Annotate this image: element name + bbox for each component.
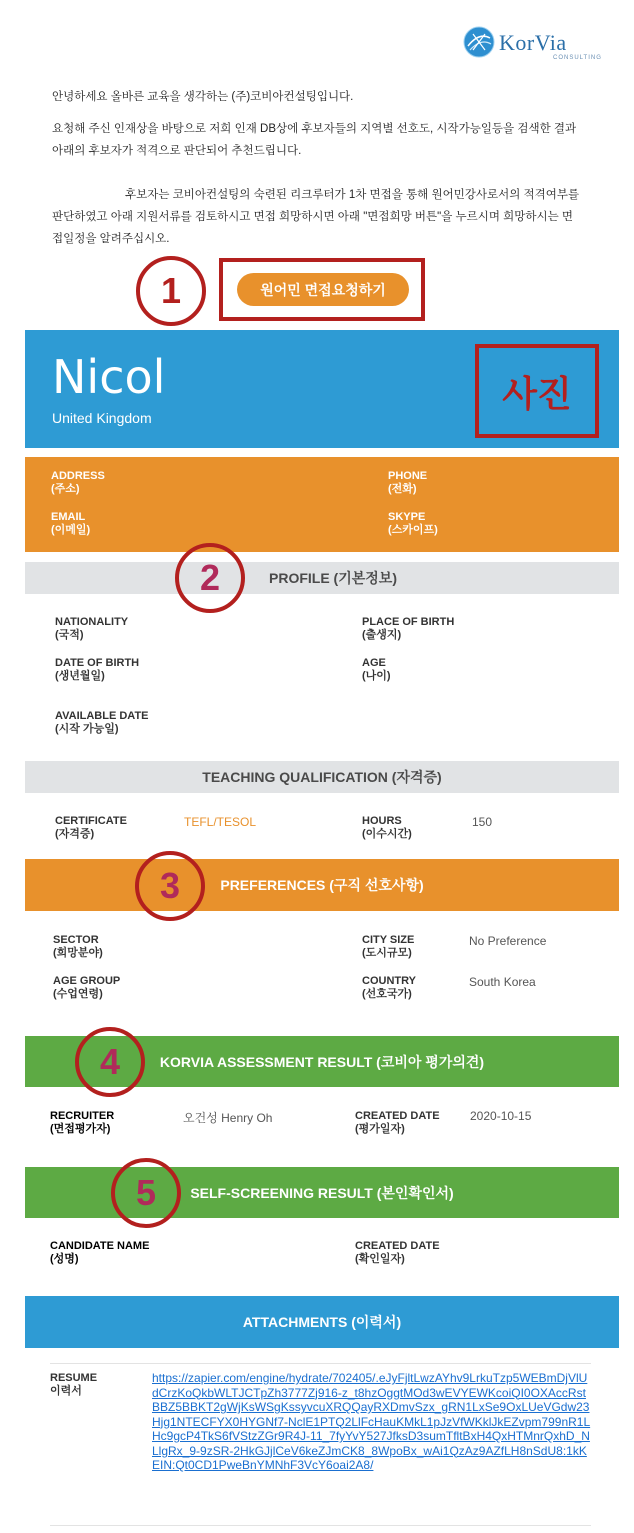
sector-label-en: SECTOR <box>53 934 99 946</box>
email-label <box>51 511 90 537</box>
certificate-value: TEFL/TESOL <box>184 815 257 829</box>
city-size-label <box>362 934 414 960</box>
city-size-value: No Preference <box>469 934 547 948</box>
certificate-label-en: CERTIFICATE <box>55 815 127 827</box>
address-label-ko: (주소) <box>51 483 80 495</box>
interview-request-button[interactable]: 원어민 면접요청하기 <box>237 273 409 306</box>
resume-label-ko: 이력서 <box>50 1385 82 1397</box>
city-size-label-en: CITY SIZE <box>362 934 415 946</box>
intro-paragraph-2 <box>52 184 579 250</box>
nationality-label-en: NATIONALITY <box>55 616 129 628</box>
age-label-ko: (나이) <box>362 670 391 682</box>
age-group-label <box>53 975 120 1001</box>
country-value: South Korea <box>469 975 536 989</box>
qualification-section-header <box>25 761 619 793</box>
assessment-created-label-en: CREATED DATE <box>355 1110 440 1122</box>
recruiter-value: 오건성 Henry Oh <box>183 1111 273 1125</box>
nationality-label-ko: (국적) <box>55 629 84 641</box>
intro-greeting <box>52 86 353 108</box>
place-of-birth-label-ko: (출생지) <box>362 629 402 641</box>
city-size-label-ko: (도시규모) <box>362 947 412 959</box>
preferences-section-header <box>25 859 619 911</box>
resume-label-en: RESUME <box>50 1372 98 1384</box>
self-created-label-ko: (확인일자) <box>355 1253 405 1265</box>
candidate-name-label <box>50 1240 149 1266</box>
recruiter-label <box>50 1110 114 1136</box>
address-label <box>51 470 105 496</box>
logo-subtext: CONSULTING <box>553 55 602 61</box>
resume-link[interactable]: https://zapier.com/engine/hydrate/702405/.eJyFjltLwzAYhv9LrkuTzp5WEBmDjVlUdCrzKoQkbWLTJCTpZh3777Zj916-z_t8hzOggtMOd3wEVYEWKcoiQI0OXAccRstBBZ5BBKT2gWjKsWSgKssyvcuXRQQayRXDmvSzx_gRN1LxSe9OxLUeVGdw23Hjg1NTECFYX0HYGNf7-NclE1PTQ2LlFcHauKMkL1pJzVfWKklJkEZvpm799nR1LHc9gcP4TkS6fVStzZGr9R4J-11_7fyYvY527JfksD3sumTfltBxH4QxHTMnrQxhD_NLlgRx_9-9zSR-2HkGJjlCeV6keZJmCK8_8WpoBx_wAi1QzAz9AZfLH8nSdU8:1kKEIN:Qt0CD1PweBnYMNhF3VcY6oai2A8/ <box>152 1371 591 1472</box>
place-of-birth-label <box>362 616 454 642</box>
skype-label <box>388 511 438 537</box>
hours-label-ko: (이수시간) <box>362 828 412 840</box>
hours-value: 150 <box>472 815 493 829</box>
dob-label-en: DATE OF BIRTH <box>55 657 140 669</box>
logo-text: KorVia <box>499 30 567 55</box>
intro-line: 요청해 주신 인재상을 바탕으로 저희 인재 DB상에 후보자들의 지역별 선호도, 시작가능일등을 검색한 결과 <box>52 123 577 135</box>
photo-placeholder: 사진 <box>475 344 599 438</box>
skype-label-ko: (스카이프) <box>388 524 438 536</box>
place-of-birth-label-en: PLACE OF BIRTH <box>362 616 455 628</box>
korvia-logo <box>463 22 602 62</box>
country-label-en: COUNTRY <box>362 975 416 987</box>
candidate-name-label-ko: (성명) <box>50 1253 79 1265</box>
attachments-title: ATTACHMENTS (이력서) <box>242 1314 402 1330</box>
profile-section-header <box>25 562 619 594</box>
email-label-ko: (이메일) <box>51 524 91 536</box>
assessment-title: KORVIA ASSESSMENT RESULT (코비아 평가의견) <box>159 1053 485 1070</box>
intro-paragraph-1 <box>52 118 576 162</box>
available-date-label-en: AVAILABLE DATE <box>55 710 149 722</box>
self-created-label-en: CREATED DATE <box>355 1240 440 1252</box>
globe-logo-icon <box>463 26 495 58</box>
nationality-label <box>55 616 128 642</box>
recruiter-label-en: RECRUITER <box>50 1110 115 1122</box>
intro-line: 접일정을 알려주십시오. <box>52 233 170 245</box>
country-label-ko: (선호국가) <box>362 988 412 1000</box>
divider <box>50 1363 591 1364</box>
attachments-section-header <box>25 1296 619 1348</box>
age-label-en: AGE <box>362 657 386 669</box>
self-created-label <box>355 1240 440 1266</box>
resume-label <box>50 1372 97 1398</box>
email-label-en: EMAIL <box>51 511 86 523</box>
address-label-en: ADDRESS <box>51 470 105 482</box>
certificate-label-ko: (자격증) <box>55 828 95 840</box>
dob-label-ko: (생년월일) <box>55 670 105 682</box>
assessment-created-label <box>355 1110 440 1136</box>
marker-1: 1 <box>136 256 206 326</box>
age-group-label-en: AGE GROUP <box>53 975 121 987</box>
intro-line: 판단하였고 아래 지원서류를 검토하시고 면접 희망하시면 아래 "면접희망 버튼"을 누르시며 희망하시는 면 <box>52 211 573 223</box>
candidate-name: Nicol <box>52 350 166 404</box>
intro-line: 후보자는 코비아컨설팅의 숙련된 리크루터가 1차 면접을 통해 원어민강사로서의 적격여부를 <box>125 189 580 201</box>
age-group-label-ko: (수업연령) <box>53 988 103 1000</box>
hours-label-en: HOURS <box>362 815 402 827</box>
sector-label-ko: (희망분야) <box>53 947 103 959</box>
certificate-label <box>55 815 127 841</box>
phone-label <box>388 470 427 496</box>
divider <box>50 1525 591 1526</box>
preferences-title: PREFERENCES (구직 선호사항) <box>220 877 424 893</box>
skype-label-en: SKYPE <box>388 511 426 523</box>
marker-4: 4 <box>75 1027 145 1097</box>
contact-section <box>25 457 619 552</box>
recruiter-label-ko: (면접평가자) <box>50 1123 111 1135</box>
country-label <box>362 975 416 1001</box>
assessment-created-label-ko: (평가일자) <box>355 1123 405 1135</box>
intro-line: 안녕하세요 올바른 교육을 생각하는 (주)코비아컨설팅입니다. <box>52 91 354 103</box>
phone-label-en: PHONE <box>388 470 428 482</box>
qualification-title: TEACHING QUALIFICATION (자격증) <box>202 769 442 785</box>
sector-label <box>53 934 103 960</box>
dob-label <box>55 657 139 683</box>
profile-title: PROFILE (기본정보) <box>269 570 397 586</box>
age-label <box>362 657 391 683</box>
phone-label-ko: (전화) <box>388 483 417 495</box>
available-date-label-ko: (시작 가능일) <box>55 723 119 735</box>
marker-2: 2 <box>175 543 245 613</box>
intro-line: 아래의 후보자가 적격으로 판단되어 추천드립니다. <box>52 145 302 157</box>
hours-label <box>362 815 412 841</box>
marker-5: 5 <box>111 1158 181 1228</box>
self-screening-title: SELF-SCREENING RESULT (본인확인서) <box>190 1184 454 1201</box>
available-date-label <box>55 710 149 736</box>
candidate-name-label-en: CANDIDATE NAME <box>50 1240 150 1252</box>
marker-3: 3 <box>135 851 205 921</box>
candidate-country: United Kingdom <box>52 410 152 426</box>
assessment-created-value: 2020-10-15 <box>470 1109 532 1123</box>
